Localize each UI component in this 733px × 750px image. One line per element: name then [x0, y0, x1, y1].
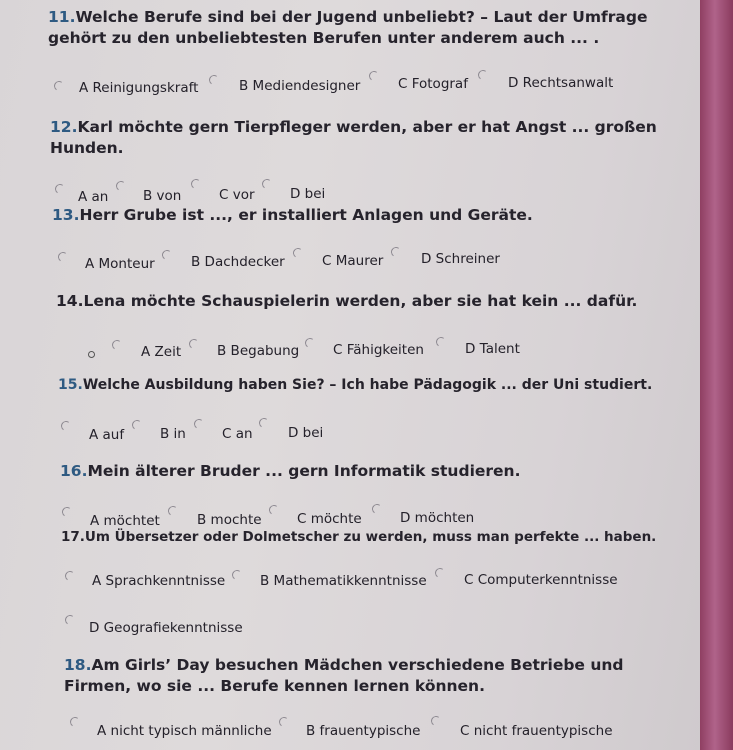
- option-16c[interactable]: C möchte: [297, 511, 362, 527]
- radio-button-17a[interactable]: [64, 570, 76, 582]
- option-15a[interactable]: A auf: [89, 427, 125, 443]
- option-16a[interactable]: A möchtet: [90, 513, 160, 529]
- option-14d[interactable]: D Talent: [465, 341, 520, 357]
- option-17d[interactable]: D Geografiekenntnisse: [89, 620, 243, 636]
- question-12: [50, 117, 660, 159]
- radio-button-14b[interactable]: [188, 338, 200, 350]
- option-14c[interactable]: C Fähigkeiten: [333, 342, 424, 358]
- option-16b[interactable]: B mochte: [197, 512, 262, 528]
- radio-button-16d[interactable]: [371, 503, 383, 515]
- question-11: [48, 7, 658, 49]
- radio-button-13d[interactable]: [390, 246, 402, 258]
- radio-button-11d[interactable]: [477, 69, 489, 81]
- question-15: [58, 375, 678, 396]
- question-text: Welche Berufe sind bei der Jugend unbeliebt? – Laut der Umfrage gehört zu den unbeliebtesten Berufen unter anderem auch ... .: [48, 8, 648, 47]
- option-15d[interactable]: D bei: [288, 425, 324, 441]
- radio-button-11c[interactable]: [368, 70, 380, 82]
- option-11a[interactable]: A Reinigungskraft: [79, 80, 199, 96]
- question-16: [60, 461, 680, 482]
- radio-button-18b[interactable]: [278, 716, 290, 728]
- option-12c[interactable]: C vor: [219, 187, 255, 203]
- radio-button-12b[interactable]: [115, 180, 127, 192]
- radio-button-11b[interactable]: [208, 74, 220, 86]
- question-text: Am Girls’ Day besuchen Mädchen verschiedene Betriebe und Firmen, wo sie ... Berufe kennen lernen können.: [64, 656, 624, 695]
- radio-button-15c[interactable]: [193, 418, 205, 430]
- question-number: 15.: [58, 377, 83, 393]
- radio-button-15b[interactable]: [131, 419, 143, 431]
- radio-button-18c[interactable]: [430, 715, 442, 727]
- radio-button-12a[interactable]: [54, 183, 66, 195]
- option-15b[interactable]: B in: [160, 426, 186, 442]
- option-12d[interactable]: D bei: [290, 186, 326, 202]
- option-14a[interactable]: A Zeit: [141, 344, 182, 360]
- option-12b[interactable]: B von: [143, 188, 182, 204]
- radio-button-12c[interactable]: [190, 178, 202, 190]
- question-18: [64, 655, 624, 697]
- question-number: 12.: [50, 118, 78, 136]
- question-text: Karl möchte gern Tierpfleger werden, aber er hat Angst ... großen Hunden.: [50, 118, 657, 157]
- question-13: [52, 205, 672, 226]
- option-12a[interactable]: A an: [78, 189, 109, 205]
- radio-button-11a[interactable]: [53, 80, 65, 92]
- question-text: Lena möchte Schauspielerin werden, aber sie hat kein ... dafür.: [83, 292, 638, 310]
- radio-button-16b[interactable]: [167, 505, 179, 517]
- option-18c[interactable]: C nicht frauentypische: [460, 723, 613, 739]
- question-text: Mein älterer Bruder ... gern Informatik studieren.: [87, 462, 521, 480]
- radio-button-13a[interactable]: [57, 251, 69, 263]
- question-text: Herr Grube ist ..., er installiert Anlagen und Geräte.: [79, 206, 533, 224]
- option-18a[interactable]: A nicht typisch männliche: [97, 723, 272, 739]
- radio-button-17b[interactable]: [231, 569, 243, 581]
- question-text: Welche Ausbildung haben Sie? – Ich habe Pädagogik ... der Uni studiert.: [82, 377, 653, 393]
- option-17c[interactable]: C Computerkenntnisse: [464, 572, 618, 588]
- radio-button-16c[interactable]: [268, 504, 280, 516]
- option-11b[interactable]: B Mediendesigner: [239, 78, 361, 94]
- radio-button-18a[interactable]: [69, 716, 81, 728]
- radio-button-14c[interactable]: [304, 337, 316, 349]
- question-number: 17.: [61, 529, 85, 545]
- question-14: [56, 291, 676, 312]
- radio-button-12d[interactable]: [261, 178, 273, 190]
- radio-button-16a[interactable]: [61, 506, 73, 518]
- radio-button-15a[interactable]: [60, 420, 72, 432]
- radio-button-15d[interactable]: [258, 417, 270, 429]
- question-text: Um Übersetzer oder Dolmetscher zu werden, muss man perfekte ... haben.: [84, 529, 657, 545]
- radio-button-17c[interactable]: [434, 567, 446, 579]
- option-15c[interactable]: C an: [222, 426, 253, 442]
- option-14b[interactable]: B Begabung: [217, 343, 300, 359]
- background-fabric: [700, 0, 733, 750]
- question-number: 14.: [56, 292, 84, 310]
- radio-button-14d[interactable]: [435, 336, 447, 348]
- option-17a[interactable]: A Sprachkenntnisse: [92, 573, 226, 589]
- option-13d[interactable]: D Schreiner: [421, 251, 500, 267]
- selected-dot-icon: [88, 351, 95, 358]
- radio-button-17d[interactable]: [64, 614, 76, 626]
- question-17: [61, 527, 691, 548]
- option-18b[interactable]: B frauentypische: [306, 723, 421, 739]
- question-number: 18.: [64, 656, 92, 674]
- radio-button-13c[interactable]: [292, 247, 304, 259]
- question-number: 13.: [52, 206, 80, 224]
- option-13c[interactable]: C Maurer: [322, 253, 384, 269]
- option-11d[interactable]: D Rechtsanwalt: [508, 75, 614, 91]
- option-13a[interactable]: A Monteur: [85, 256, 155, 272]
- option-16d[interactable]: D möchten: [400, 510, 475, 526]
- radio-button-13b[interactable]: [161, 249, 173, 261]
- radio-button-14a[interactable]: [111, 339, 123, 351]
- option-13b[interactable]: B Dachdecker: [191, 254, 285, 270]
- question-number: 11.: [48, 8, 76, 26]
- option-17b[interactable]: B Mathematikkenntnisse: [260, 573, 427, 589]
- option-11c[interactable]: C Fotograf: [398, 76, 468, 92]
- question-number: 16.: [60, 462, 88, 480]
